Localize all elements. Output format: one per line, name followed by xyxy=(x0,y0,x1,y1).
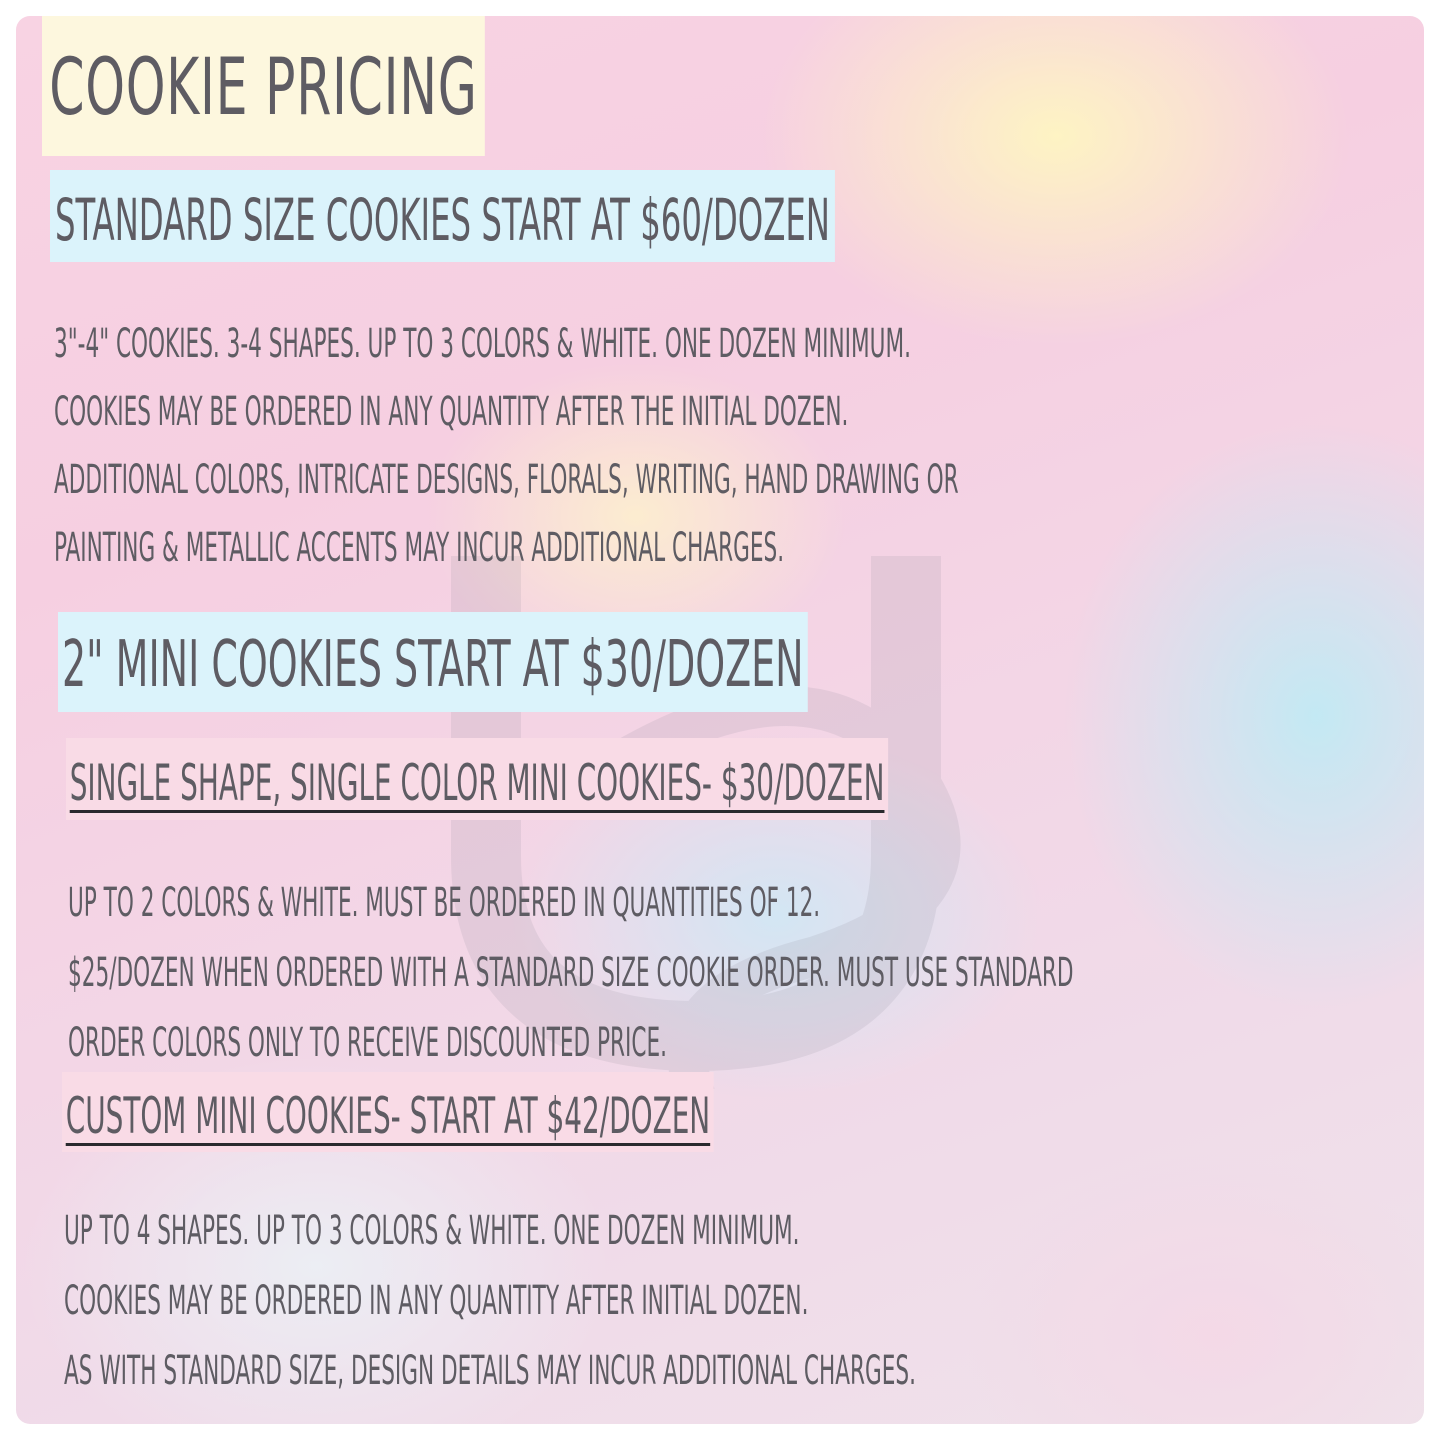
single-mini-details xyxy=(68,868,1073,1078)
single-mini-detail-line: ORDER COLORS ONLY TO RECEIVE DISCOUNTED PRICE. xyxy=(68,1020,667,1066)
single-mini-detail-line: UP TO 2 COLORS & WHITE. MUST BE ORDERED IN QUANTITIES OF 12. xyxy=(68,880,821,926)
single-mini-subheading xyxy=(66,738,888,820)
standard-detail-line: COOKIES MAY BE ORDERED IN ANY QUANTITY AFTER THE INITIAL DOZEN. xyxy=(54,389,849,435)
custom-mini-subheading-text: CUSTOM MINI COOKIES- START AT $42/DOZEN xyxy=(65,1087,711,1145)
mini-cookies-heading: 2" MINI COOKIES START AT $30/DOZEN xyxy=(58,612,808,712)
page-title: COOKIE PRICING xyxy=(42,16,485,156)
standard-detail-line: 3"-4" COOKIES. 3-4 SHAPES. UP TO 3 COLORS & WHITE. ONE DOZEN MINIMUM. xyxy=(54,321,911,367)
single-mini-subheading-text: SINGLE SHAPE, SINGLE COLOR MINI COOKIES- $30/DOZEN xyxy=(69,754,885,812)
single-mini-detail-line: $25/DOZEN WHEN ORDERED WITH A STANDARD SIZE COOKIE ORDER. MUST USE STANDARD xyxy=(68,950,1074,996)
pricing-card xyxy=(16,16,1424,1424)
standard-size-heading: STANDARD SIZE COOKIES START AT $60/DOZEN xyxy=(50,170,835,262)
custom-mini-subheading xyxy=(62,1072,714,1152)
standard-detail-line: ADDITIONAL COLORS, INTRICATE DESIGNS, FLORALS, WRITING, HAND DRAWING OR xyxy=(54,457,959,503)
standard-size-details xyxy=(54,310,959,582)
standard-detail-line: PAINTING & METALLIC ACCENTS MAY INCUR ADDITIONAL CHARGES. xyxy=(54,525,785,571)
custom-mini-detail-line: AS WITH STANDARD SIZE, DESIGN DETAILS MAY INCUR ADDITIONAL CHARGES. xyxy=(64,1348,916,1394)
custom-mini-detail-line: COOKIES MAY BE ORDERED IN ANY QUANTITY AFTER INITIAL DOZEN. xyxy=(64,1278,809,1324)
custom-mini-details xyxy=(64,1196,916,1406)
custom-mini-detail-line: UP TO 4 SHAPES. UP TO 3 COLORS & WHITE. ONE DOZEN MINIMUM. xyxy=(64,1208,800,1254)
